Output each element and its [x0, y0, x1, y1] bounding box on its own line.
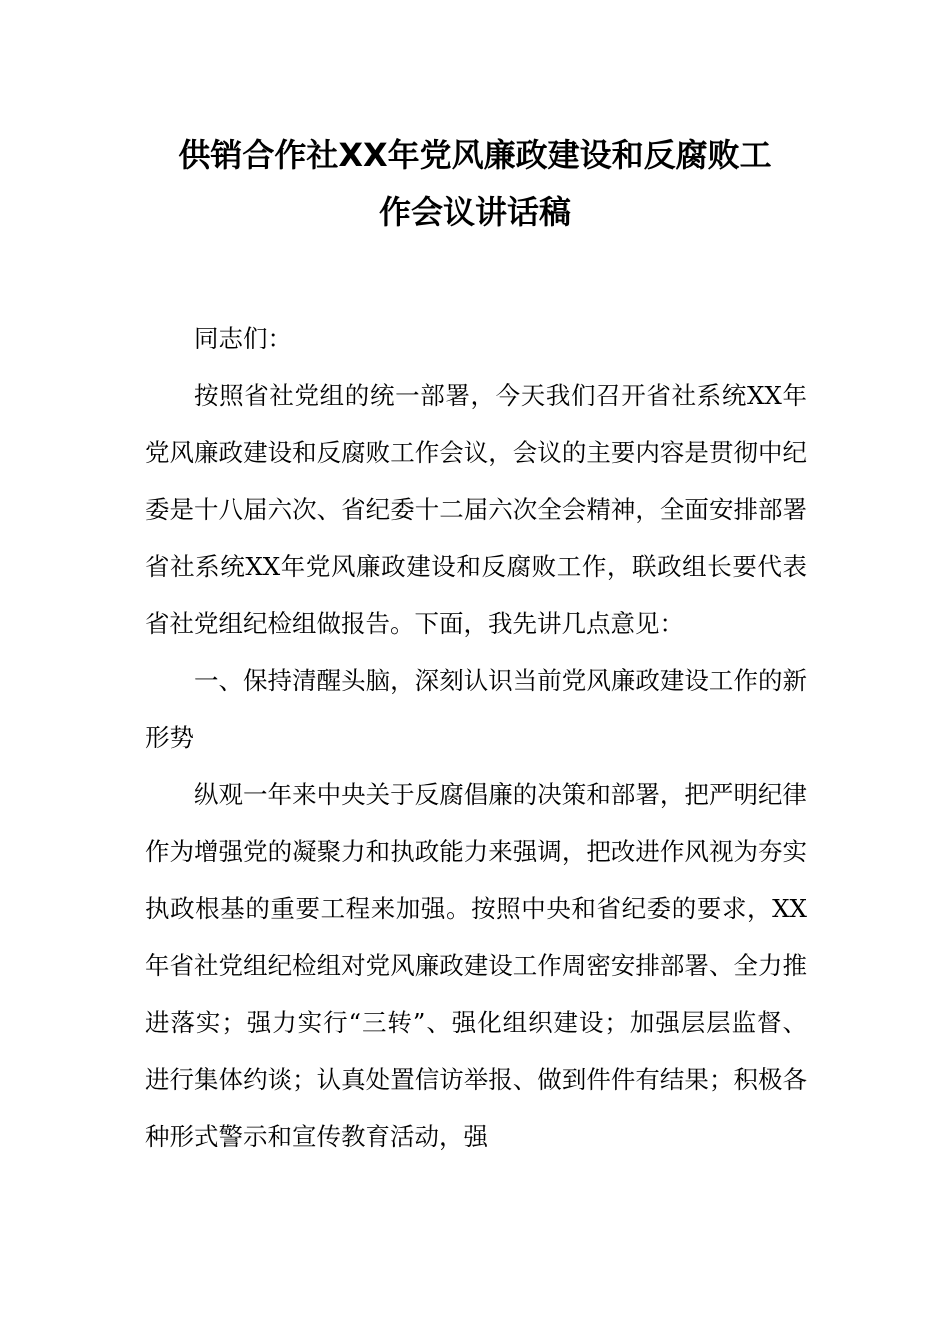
salutation: 同志们：: [194, 324, 292, 353]
section-heading-1: 一、保持清醒头脑，深刻认识当前党风廉政建设工作的新形势: [145, 666, 807, 752]
document-title: [145, 127, 805, 241]
paragraph-intro: 按照省社党组的统一部署，今天我们召开省社系统XX年党风廉政建设和反腐败工作会议，会议的主要内容是贯彻中纪委是十八届六次、省纪委十二届六次全会精神，全面安排部署省社系统XX年党风廉政建设和反腐败工作，联政组长要代表省社党组纪检组做报告。下面，我先讲几点意见：: [145, 381, 807, 638]
title-line-1: 供销合作社XX年党风廉政建设和反腐败工: [178, 136, 772, 174]
document-body: [145, 310, 807, 1165]
paragraph-section-1: 纵观一年来中央关于反腐倡廉的决策和部署，把严明纪律作为增强党的凝聚力和执政能力来强调，把改进作风视为夯实执政根基的重要工程来加强。按照中央和省纪委的要求，XX年省社党组纪检组对党风廉政建设工作周密安排部署、全力推进落实；强力实行“三转”、强化组织建设；加强层层监督、进行集体约谈；认真处置信访举报、做到件件有结果；积极各种形式警示和宣传教育活动，强: [145, 780, 807, 1151]
title-line-2: 作会议讲话稿: [378, 193, 571, 231]
